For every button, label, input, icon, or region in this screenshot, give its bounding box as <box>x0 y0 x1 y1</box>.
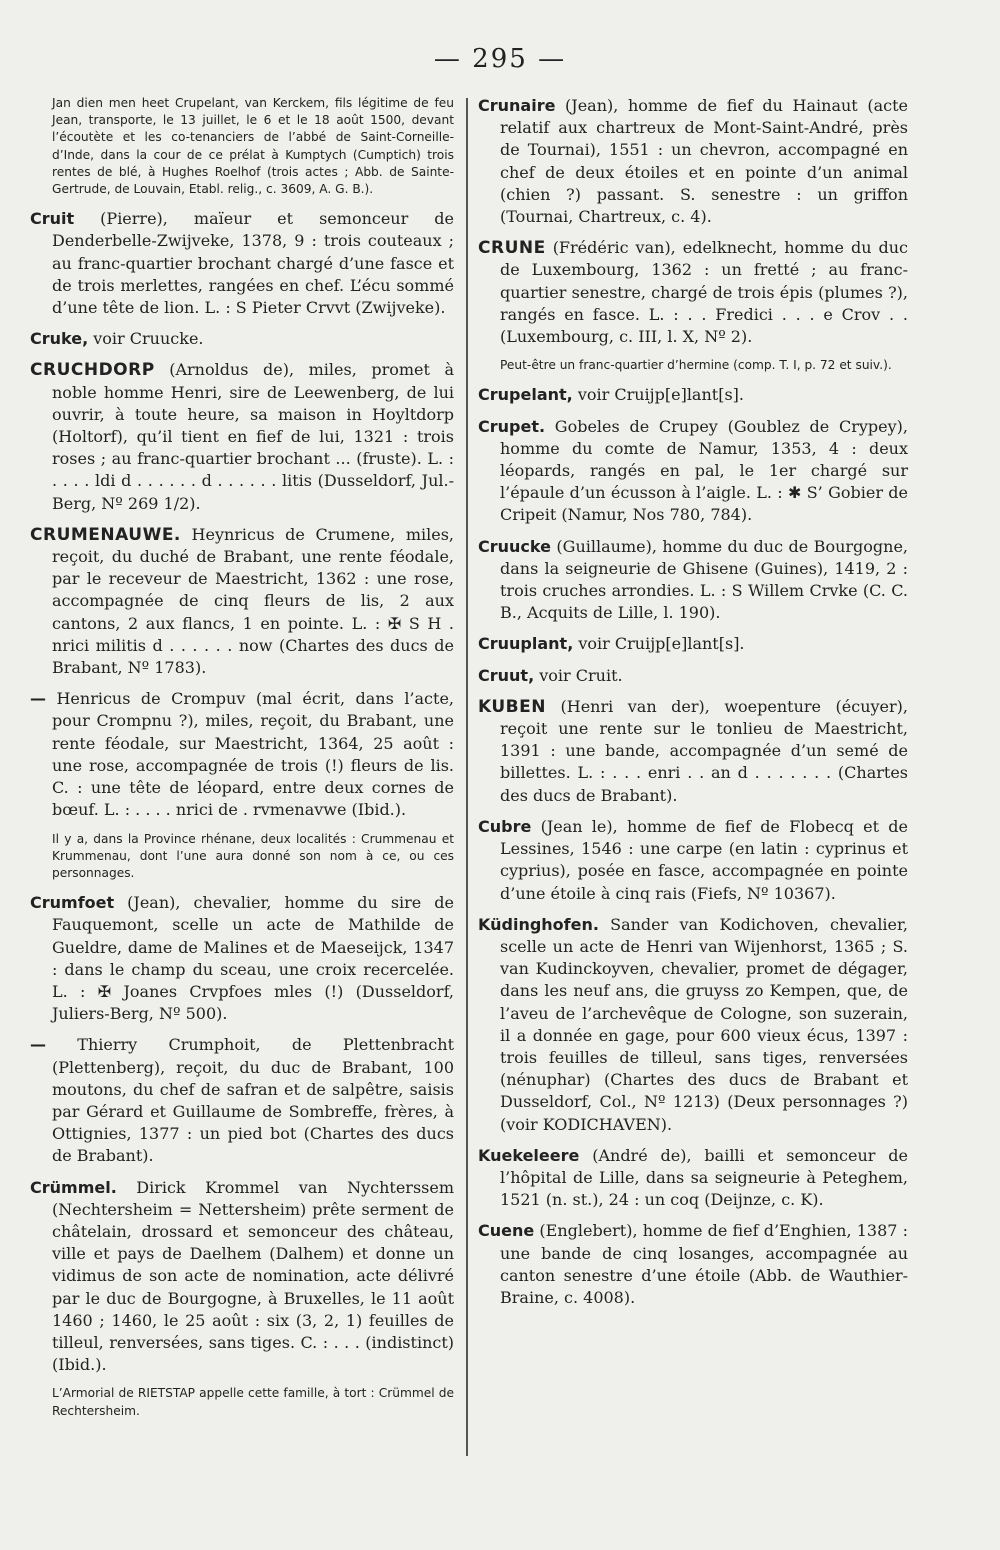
entry-text: (Jean le), homme de fief de Flobecq et de Lessines, 1546 : une carpe (en latin : cyprinus et cyprius), posée en fasce, accompagnée en pointe d’une étoile à cinq rais (Fiefs, Nº 10367). <box>500 816 908 903</box>
dictionary-entry <box>478 696 908 807</box>
dictionary-entry <box>30 208 454 319</box>
entry-text: (Jean), chevalier, homme du sire de Fauquemont, scelle un acte de Mathilde de Gueldre, dame de Malines et de Maeseijck, 1347 : dans le champ du sceau, une croix recercelée. L. : ✠ Joanes Crvpfoes mles (!) (Dusseldorf, Juliers-Berg, Nº 500). <box>52 893 454 1024</box>
column-divider <box>466 98 468 1456</box>
page-number: — 295 — <box>433 44 567 74</box>
entry-headword: Crupelant, <box>478 385 573 405</box>
left-column <box>30 95 454 1430</box>
dictionary-entry <box>478 536 908 625</box>
entry-headword: Cruit <box>30 209 75 229</box>
footnote <box>30 95 454 198</box>
entry-headword: Cruuplant, <box>478 634 574 654</box>
dictionary-entry <box>478 1220 908 1309</box>
entry-headword: Cuene <box>478 1221 535 1241</box>
entry-headword: CRUNE <box>478 238 546 259</box>
dictionary-entry <box>478 95 908 228</box>
dictionary-entry <box>30 688 454 821</box>
dictionary-entry <box>478 384 908 406</box>
dictionary-entry <box>478 633 908 655</box>
entry-headword: CRUMENAUWE. <box>30 524 181 545</box>
dictionary-entry <box>30 524 454 679</box>
dictionary-entry <box>478 816 908 905</box>
entry-text: (Jean), homme de fief du Hainaut (acte relatif aux chartreux de Mont-Saint-André, près de Tournai), 1551 : un chevron, accompagné en chef de deux étoiles et en pointe d’un animal (chien ?) passant. S. senestre : un griffon (Tournai, Chartreux, c. 4). <box>500 96 908 227</box>
entry-headword: Cubre <box>478 816 532 836</box>
entry-headword: Crupet. <box>478 416 546 436</box>
entry-headword: Crunaire <box>478 96 556 115</box>
entry-text: voir Cruit. <box>534 665 623 685</box>
footnote <box>478 357 908 374</box>
entry-text: (Arnoldus de), miles, promet à noble homme Henri, sire de Leewenberg, de lui ouvrir, à toute heure, sa maison in Hoyltdorp (Holtorf), qu’il tient en fief de lui, 1321 : trois roses ; au franc-quartier brochant ... (fruste). L. : . . . . ldi d . . . . . . d . . . . . . litis (Dusseldorf, Jul.-Berg, Nº 269 1/2). <box>52 360 454 513</box>
dictionary-entry <box>478 665 908 687</box>
entry-text: (Englebert), homme de fief d’Enghien, 1387 : une bande de cinq losanges, accompagnée au canton senestre d’une étoile (Abb. de Wauthier-Braine, c. 4008). <box>500 1221 908 1307</box>
entry-text: (Frédéric van), edelknecht, homme du duc de Luxembourg, 1362 : un fretté ; au franc-quartier senestre, chargé de trois épis (plumes ?), rangés en fasce. L. : . . Fredici . . . e Crov . . (Luxembourg, c. III, l. X, Nº 2). <box>500 238 908 347</box>
entry-headword: Cruut, <box>478 665 535 685</box>
entry-text: Dirick Krommel van Nychterssem (Nechtersheim = Nettersheim) prête serment de châtelain, drossard et semonceur des château, ville et pays de Daelhem (Dalhem) et donne un vidimus de son acte de nomination, acte délivré par le duc de Bourgogne, à Bruxelles, le 11 août 1460 ; 1460, le 25 août : six (3, 2, 1) feuilles de tilleul, renversées, sans tiges. C. : . . . (indistinct) (Ibid.). <box>52 1177 454 1375</box>
entry-headword: KUBEN <box>478 696 546 717</box>
entry-headword: Cruke, <box>30 329 89 349</box>
entry-headword: CRUCHDORP <box>30 360 155 381</box>
footnote <box>30 1385 454 1419</box>
entry-text: L’Armorial de RIETSTAP appelle cette famille, à tort : Crümmel de Rechtersheim. <box>52 1386 454 1418</box>
dictionary-entry <box>30 1034 454 1167</box>
dictionary-entry <box>30 359 454 514</box>
entry-headword: — <box>30 689 46 709</box>
entry-headword: Crumfoet <box>30 893 115 913</box>
entry-headword: Cruucke <box>478 536 551 556</box>
entry-text: Gobeles de Crupey (Goublez de Crypey), homme du comte de Namur, 1353, 4 : deux léopards, rangés en pal, le 1er chargé sur l’épaule d’un écusson à l’aigle. L. : ✱ S’ Gobier de Cripeit (Namur, Nos 780, 784). <box>500 416 908 525</box>
entry-headword: Kuekeleere <box>478 1145 580 1165</box>
entry-text: Thierry Crumphoit, de Plettenbracht (Plettenberg), reçoit, du duc de Brabant, 100 moutons, du chef de safran et de salpêtre, saisis par Gérard et Guillaume de Sombreffe, frères, à Ottignies, 1377 : un pied bot (Chartes des ducs de Brabant). <box>46 1035 454 1166</box>
dictionary-entry <box>478 1145 908 1212</box>
entry-text: (Pierre), maïeur et semonceur de Denderbelle-Zwijveke, 1378, 9 : trois couteaux ; au franc-quartier brochant chargé d’une fasce et de trois merlettes, rangées en chef. L’écu sommé d’une tête de lion. L. : S Pieter Crvvt (Zwijveke). <box>52 209 454 318</box>
entry-text: Henricus de Crompuv (mal écrit, dans l’acte, pour Crompnu ?), miles, reçoit, du Brabant, une rente féodale, sur Maestricht, 1364, 25 août : une rose, accompagnée de trois (!) fleurs de lis. C. : une tête de léopard, entre deux cornes de bœuf. L. : . . . . nrici de . rvmenavwe (Ibid.). <box>46 689 454 820</box>
dictionary-entry <box>30 1177 454 1377</box>
entry-text: voir Cruucke. <box>88 329 204 349</box>
dictionary-entry <box>30 328 454 350</box>
entry-text: voir Cruijp[e]lant[s]. <box>572 385 744 405</box>
entry-headword: Crümmel. <box>30 1177 117 1197</box>
entry-text: voir Cruijp[e]lant[s]. <box>573 634 745 654</box>
dictionary-entry <box>30 892 454 1025</box>
entry-text: Peut-être un franc-quartier d’hermine (comp. T. I, p. 72 et suiv.). <box>500 358 892 373</box>
entry-text: Jan dien men heet Crupelant, van Kerckem, fils légitime de feu Jean, transporte, le 13 juillet, le 6 et le 18 août 1500, devant l’écoutète et les co-tenanciers de l’abbé de Saint-Corneille-d’Inde, dans la cour de ce prélat à Kumptych (Cumptich) trois rentes de blé, à Hughes Roelhof (trois actes ; Abb. de Sainte-Gertrude, de Louvain, Etabl. relig., c. 3609, A. G. B.). <box>52 96 454 197</box>
right-column <box>478 95 908 1318</box>
dictionary-entry <box>478 237 908 348</box>
entry-text: (Guillaume), homme du duc de Bourgogne, dans la seigneurie de Ghisene (Guines), 1419, 2 : trois cruches arrondies. L. : S Willem Crvke (C. C. B., Acquits de Lille, l. 190). <box>500 536 908 623</box>
footnote <box>30 831 454 883</box>
entry-text: (Henri van der), woepenture (écuyer), reçoit une rente sur le tonlieu de Maestricht, 1391 : une bande, accompagnée d’un semé de billettes. L. : . . . enri . . an d . . . . . . . (Chartes des ducs de Brabant). <box>500 696 908 805</box>
entry-text: Sander van Kodichoven, chevalier, scelle un acte de Henri van Wijenhorst, 1365 ; S. van Kudinckoyven, chevalier, promet de dégager, dans les neuf ans, die gruyss zo Kempen, que, de l’aveu de l’archevêque de Cologne, son suzerain, il a donnée en gage, pour 600 vieux écus, 1397 : trois feuilles de tilleul, sans tiges, renversées (nénuphar) (Chartes des ducs de Brabant et Dusseldorf, Col., Nº 1213) (Deux personnages ?) (voir KODICHAVEN). <box>500 914 908 1134</box>
dictionary-entry <box>478 914 908 1136</box>
entry-text: Il y a, dans la Province rhénane, deux localités : Crummenau et Krummenau, dont l’une aura donné son nom à ce, ou ces personnages. <box>52 831 454 880</box>
entry-text: Heynricus de Crumene, miles, reçoit, du duché de Brabant, une rente féodale, par le receveur de Maestricht, 1362 : une rose, accompagnée de cinq fleurs de lis, 2 aux cantons, 2 aux flancs, 1 en pointe. L. : ✠ S H . nrici militis d . . . . . . now (Chartes des ducs de Brabant, Nº 1783). <box>52 524 454 678</box>
dictionary-entry <box>478 416 908 527</box>
entry-headword: Küdinghofen. <box>478 914 599 934</box>
entry-text: (André de), bailli et semonceur de l’hôpital de Lille, dans sa seigneurie à Peteghem, 1521 (n. st.), 24 : un coq (Deijnze, c. K). <box>500 1145 908 1210</box>
entry-headword: — <box>30 1035 46 1055</box>
